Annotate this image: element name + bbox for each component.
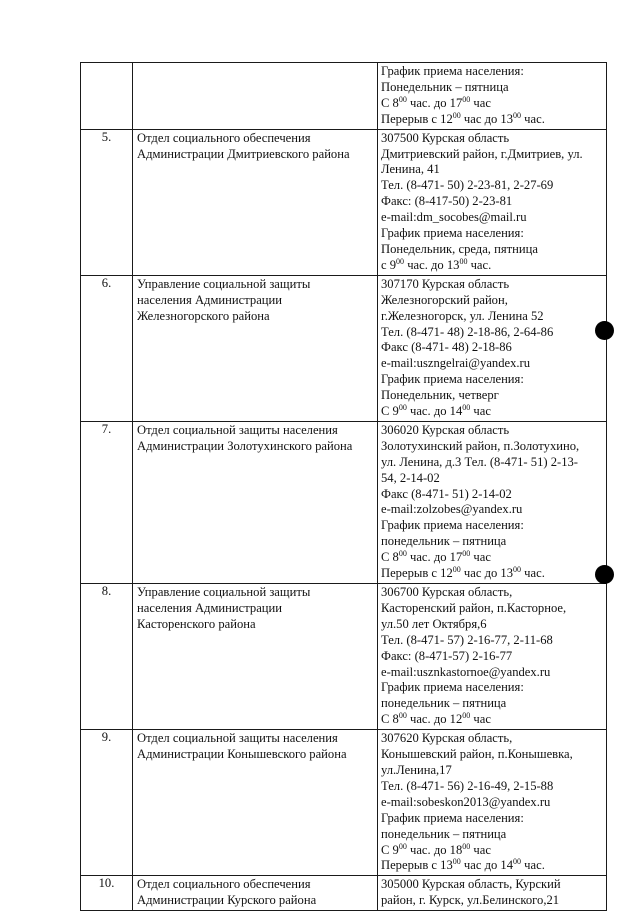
time-minutes-superscript: 00 <box>513 565 522 575</box>
contact-text: Касторенский район, п.Касторное, <box>381 600 567 615</box>
department-line: Отдел социальной защиты населения <box>137 731 338 746</box>
department-line: Касторенского района <box>137 616 256 631</box>
contact-line <box>381 439 606 455</box>
department-name <box>133 730 378 876</box>
contact-text: С 8 <box>381 550 399 565</box>
contact-line <box>381 242 606 258</box>
contact-details <box>378 584 607 730</box>
row-number: 9. <box>81 730 133 876</box>
contact-line <box>381 566 606 582</box>
time-minutes-superscript: 00 <box>452 565 461 575</box>
contact-line <box>381 502 606 518</box>
table-row <box>81 584 607 730</box>
contact-line <box>381 423 606 439</box>
time-minutes-superscript: 00 <box>398 403 407 413</box>
contact-line <box>381 372 606 388</box>
contact-text: ул. Ленина, д.3 Тел. (8-471- 51) 2-13- <box>381 454 578 469</box>
contact-text: С 8 <box>381 712 399 727</box>
contact-details <box>378 730 607 876</box>
contact-text: Перерыв с 13 <box>381 858 453 873</box>
contact-text: час. до 13 <box>404 257 460 272</box>
time-minutes-superscript: 00 <box>462 549 471 559</box>
time-minutes-superscript: 00 <box>398 549 407 559</box>
contact-line <box>381 210 606 226</box>
contact-line <box>381 388 606 404</box>
contact-line <box>381 340 606 356</box>
department-line: Администрации Конышевского района <box>137 747 347 762</box>
contact-line <box>381 64 606 80</box>
contact-text: час. до 14 <box>406 404 463 419</box>
contact-text: Тел. (8-471- 57) 2-16-77, 2-11-68 <box>381 632 553 647</box>
time-minutes-superscript: 00 <box>398 94 407 104</box>
contact-line <box>381 178 606 194</box>
contact-text: час до 13 <box>460 566 514 581</box>
time-minutes-superscript: 00 <box>513 857 522 867</box>
contact-text: Факс (8-471- 48) 2-18-86 <box>381 340 512 355</box>
time-minutes-superscript: 00 <box>452 110 461 120</box>
contact-text: Понедельник, среда, пятница <box>381 241 538 256</box>
contact-text: Понедельник, четверг <box>381 388 499 403</box>
contact-text: с 9 <box>381 257 397 272</box>
contact-text: Тел. (8-471- 50) 2-23-81, 2-27-69 <box>381 178 554 193</box>
department-line: Администрации Золотухинского района <box>137 438 353 453</box>
table-row <box>81 876 607 911</box>
contact-text: e-mail:usznkastornoe@yandex.ru <box>381 664 551 679</box>
contact-text: Факс: (8-471-57) 2-16-77 <box>381 648 513 663</box>
contact-line <box>381 277 606 293</box>
contact-line <box>381 601 606 617</box>
contact-text: Ленина, 41 <box>381 162 440 177</box>
contact-text: час. <box>521 111 545 126</box>
contact-text: 306700 Курская область, <box>381 585 513 599</box>
hole-punch-mark <box>595 565 614 584</box>
contact-line <box>381 162 606 178</box>
contact-text: час до 14 <box>460 858 514 873</box>
contact-details <box>378 876 607 911</box>
contact-details <box>378 421 607 583</box>
contact-text: 307500 Курская область <box>381 130 510 145</box>
contact-text: час <box>470 842 491 857</box>
contact-text: 305000 Курская область, Курский <box>381 877 561 892</box>
contact-line <box>381 96 606 112</box>
contact-text: Дмитриевский район, г.Дмитриев, ул. <box>381 146 583 161</box>
contact-text: час до 13 <box>460 111 514 126</box>
contact-text: ул.50 лет Октября,6 <box>381 616 487 631</box>
contact-line <box>381 550 606 566</box>
table-row <box>81 129 607 275</box>
table-row <box>81 730 607 876</box>
contact-text: e-mail:uszngelrai@yandex.ru <box>381 356 531 371</box>
row-number: 6. <box>81 275 133 421</box>
contact-text: ул.Ленина,17 <box>381 762 452 777</box>
contact-text: Тел. (8-471- 48) 2-18-86, 2-64-86 <box>381 324 554 339</box>
contact-text: час <box>470 95 491 110</box>
department-name <box>133 584 378 730</box>
contact-text: С 8 <box>381 95 399 110</box>
contact-text: час <box>470 404 491 419</box>
contact-text: 54, 2-14-02 <box>381 470 440 485</box>
contact-text: e-mail:sobeskon2013@yandex.ru <box>381 794 551 809</box>
time-minutes-superscript: 00 <box>462 841 471 851</box>
contact-text: Перерыв с 12 <box>381 111 453 126</box>
table-row <box>81 275 607 421</box>
contact-text: час. до 17 <box>406 95 463 110</box>
contact-text: час. <box>467 257 492 272</box>
contact-text: час. <box>521 566 545 581</box>
time-minutes-superscript: 00 <box>396 256 405 266</box>
department-line: Отдел социального обеспечения <box>137 130 311 145</box>
contact-line <box>381 665 606 681</box>
contact-text: e-mail:dm_socobes@mail.ru <box>381 210 527 225</box>
contact-text: e-mail:zolzobes@yandex.ru <box>381 502 523 517</box>
department-line: Управление социальной защиты <box>137 585 311 599</box>
department-line: Отдел социальной защиты населения <box>137 422 338 437</box>
contact-line <box>381 471 606 487</box>
contact-line <box>381 112 606 128</box>
contact-text: час. до 18 <box>406 842 463 857</box>
department-line: Железногорского района <box>137 308 270 323</box>
contact-line <box>381 811 606 827</box>
contact-line <box>381 747 606 763</box>
time-minutes-superscript: 00 <box>462 94 471 104</box>
contact-line <box>381 633 606 649</box>
time-minutes-superscript: 00 <box>452 857 461 867</box>
contact-line <box>381 893 606 909</box>
contact-text: час <box>470 550 491 565</box>
contact-line <box>381 712 606 728</box>
contact-text: График приема населения: <box>381 226 524 241</box>
contact-line <box>381 455 606 471</box>
contact-text: График приема населения: <box>381 518 524 533</box>
department-line: Отдел социального обеспечения <box>137 877 311 892</box>
row-number: 8. <box>81 584 133 730</box>
department-name <box>133 275 378 421</box>
contact-text: понедельник – пятница <box>381 534 507 549</box>
contact-text: 307170 Курская область <box>381 276 510 291</box>
contact-text: Перерыв с 12 <box>381 566 453 581</box>
department-name <box>133 876 378 911</box>
contact-line <box>381 356 606 372</box>
contacts-table <box>80 62 607 911</box>
contact-line <box>381 147 606 163</box>
contact-text: С 9 <box>381 404 399 419</box>
contact-text: понедельник – пятница <box>381 696 507 711</box>
department-line: Управление социальной защиты <box>137 276 311 291</box>
contact-line <box>381 518 606 534</box>
row-number: 7. <box>81 421 133 583</box>
contact-line <box>381 309 606 325</box>
contact-text: час. до 12 <box>406 712 463 727</box>
table-row <box>81 421 607 583</box>
contact-line <box>381 680 606 696</box>
contact-text: График приема населения: <box>381 810 524 825</box>
contact-line <box>381 585 606 601</box>
contact-line <box>381 877 606 893</box>
contact-details <box>378 129 607 275</box>
contact-text: Железногорский район, <box>381 292 508 307</box>
department-name <box>133 421 378 583</box>
contact-line <box>381 779 606 795</box>
contact-details <box>378 275 607 421</box>
department-line: населения Администрации <box>137 600 283 615</box>
contact-text: Факс: (8-417-50) 2-23-81 <box>381 194 513 209</box>
department-name <box>133 129 378 275</box>
contact-text: г.Железногорск, ул. Ленина 52 <box>381 308 544 323</box>
contact-line <box>381 226 606 242</box>
contact-text: Понедельник – пятница <box>381 79 509 94</box>
contact-text: 307620 Курская область, <box>381 731 513 746</box>
time-minutes-superscript: 00 <box>398 711 407 721</box>
contact-line <box>381 763 606 779</box>
contact-text: час <box>470 712 491 727</box>
contact-line <box>381 827 606 843</box>
time-minutes-superscript: 00 <box>459 256 468 266</box>
contact-line <box>381 617 606 633</box>
contact-text: Факс (8-471- 51) 2-14-02 <box>381 486 512 501</box>
time-minutes-superscript: 00 <box>513 110 522 120</box>
contact-line <box>381 795 606 811</box>
time-minutes-superscript: 00 <box>398 841 407 851</box>
contact-text: 306020 Курская область <box>381 422 510 437</box>
contact-text: График приема населения: <box>381 372 524 387</box>
contact-line <box>381 731 606 747</box>
contact-text: Тел. (8-471- 56) 2-16-49, 2-15-88 <box>381 778 554 793</box>
contact-details <box>378 63 607 130</box>
row-number <box>81 63 133 130</box>
contact-text: С 9 <box>381 842 399 857</box>
contact-line <box>381 80 606 96</box>
contact-line <box>381 487 606 503</box>
row-number: 5. <box>81 129 133 275</box>
contact-line <box>381 843 606 859</box>
contact-line <box>381 258 606 274</box>
contact-text: час. до 17 <box>406 550 463 565</box>
contact-line <box>381 194 606 210</box>
contact-line <box>381 534 606 550</box>
contact-line <box>381 696 606 712</box>
contact-line <box>381 404 606 420</box>
contact-line <box>381 858 606 874</box>
time-minutes-superscript: 00 <box>462 711 471 721</box>
contact-line <box>381 649 606 665</box>
department-line: Администрации Дмитриевского района <box>137 146 350 161</box>
row-number: 10. <box>81 876 133 911</box>
contact-line <box>381 131 606 147</box>
contact-text: час. <box>521 858 545 873</box>
contact-line <box>381 293 606 309</box>
table-body <box>81 63 607 911</box>
contact-text: График приема населения: <box>381 64 524 78</box>
department-line: Администрации Курского района <box>137 893 317 908</box>
contact-text: Золотухинский район, п.Золотухино, <box>381 438 580 453</box>
time-minutes-superscript: 00 <box>462 403 471 413</box>
contact-text: понедельник – пятница <box>381 826 507 841</box>
contact-text: Конышевский район, п.Конышевка, <box>381 747 573 762</box>
contact-line <box>381 325 606 341</box>
department-line: населения Администрации <box>137 292 283 307</box>
hole-punch-mark <box>595 321 614 340</box>
contact-text: район, г. Курск, ул.Белинского,21 <box>381 893 560 908</box>
department-name <box>133 63 378 130</box>
contact-text: График приема населения: <box>381 680 524 695</box>
table-row <box>81 63 607 130</box>
